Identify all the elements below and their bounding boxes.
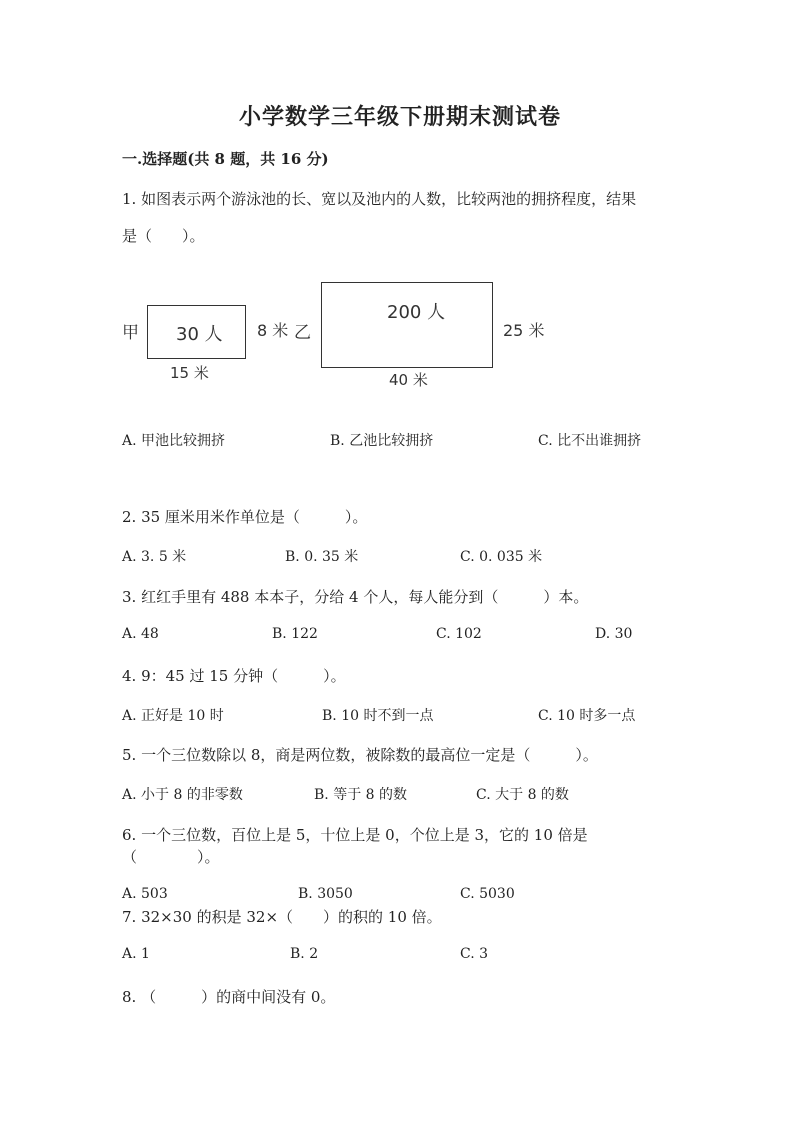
q4-option-a: A. 正好是 10 时 xyxy=(122,708,224,724)
question-2-text: 2. 35 厘米用米作单位是（ ）。 xyxy=(122,508,368,526)
q1-option-b: B. 乙池比较拥挤 xyxy=(330,433,434,449)
q6-option-a: A. 503 xyxy=(122,886,168,902)
q6-option-b: B. 3050 xyxy=(298,886,353,902)
pool-a-width: 8 米 xyxy=(257,321,289,340)
question-7-text: 7. 32×30 的积是 32×（ ）的积的 10 倍。 xyxy=(122,908,442,926)
q4-option-b: B. 10 时不到一点 xyxy=(322,708,434,724)
question-6-text-cont: （ ）。 xyxy=(122,848,220,866)
question-1-text: 1. 如图表示两个游泳池的长、宽以及池内的人数，比较两池的拥挤程度，结果 xyxy=(122,190,637,208)
q3-option-b: B. 122 xyxy=(272,626,318,642)
q2-option-b: B. 0. 35 米 xyxy=(285,549,359,565)
pool-b-people: 200 人 xyxy=(387,302,446,323)
q7-option-a: A. 1 xyxy=(122,946,150,962)
question-8-text: 8. （ ）的商中间没有 0。 xyxy=(122,988,336,1006)
question-3-text: 3. 红红手里有 488 本本子，分给 4 个人，每人能分到（ ）本。 xyxy=(122,588,589,606)
pool-b-rect xyxy=(321,282,493,368)
q1-option-c: C. 比不出谁拥挤 xyxy=(538,433,642,449)
q6-option-c: C. 5030 xyxy=(460,886,515,902)
q3-option-a: A. 48 xyxy=(122,626,159,642)
q7-option-c: C. 3 xyxy=(460,946,489,962)
pool-a-length: 15 米 xyxy=(170,364,209,382)
q1-option-a: A. 甲池比较拥挤 xyxy=(122,433,226,449)
pool-a-name: 甲 xyxy=(122,323,139,343)
q5-option-c: C. 大于 8 的数 xyxy=(476,787,569,803)
question-6-text: 6. 一个三位数，百位上是 5，十位上是 0，个位上是 3，它的 10 倍是 xyxy=(122,826,588,844)
question-5-text: 5. 一个三位数除以 8，商是两位数，被除数的最高位一定是（ ）。 xyxy=(122,746,598,764)
q2-option-c: C. 0. 035 米 xyxy=(460,549,543,565)
pool-b-width: 25 米 xyxy=(503,321,545,340)
pool-a-people: 30 人 xyxy=(176,324,223,345)
section-heading: 一.选择题(共 8 题，共 16 分) xyxy=(122,150,329,168)
question-4-text: 4. 9：45 过 15 分钟（ ）。 xyxy=(122,667,346,685)
page-title: 小学数学三年级下册期末测试卷 xyxy=(238,104,561,130)
q4-option-c: C. 10 时多一点 xyxy=(538,708,636,724)
pool-b-length: 40 米 xyxy=(389,371,428,389)
q3-option-c: C. 102 xyxy=(436,626,482,642)
q7-option-b: B. 2 xyxy=(290,946,319,962)
pool-b-name: 乙 xyxy=(294,323,311,343)
q5-option-b: B. 等于 8 的数 xyxy=(314,787,407,803)
q5-option-a: A. 小于 8 的非零数 xyxy=(122,787,243,803)
q2-option-a: A. 3. 5 米 xyxy=(122,549,187,565)
q3-option-d: D. 30 xyxy=(595,626,633,642)
question-1-text-cont: 是（ ）。 xyxy=(122,227,205,245)
